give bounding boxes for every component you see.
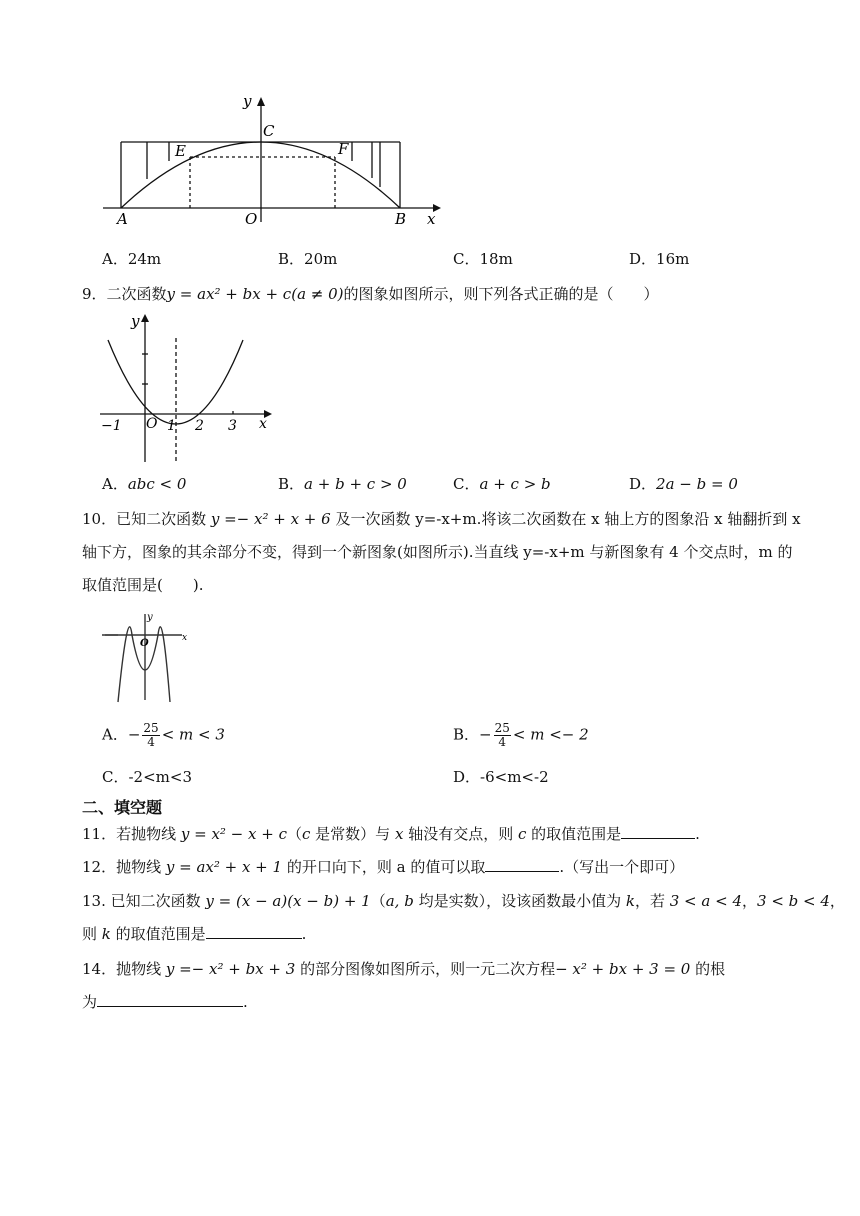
label-O: O	[140, 638, 149, 649]
q8-option-d: D．16m	[629, 250, 690, 268]
q10-folded-parabola-figure	[100, 610, 195, 705]
tick-minus-1: −1	[101, 418, 122, 434]
q10-option-c: C．-2<m<3	[102, 768, 192, 786]
answer-blank[interactable]	[485, 857, 559, 872]
q8-option-c: C．18m	[453, 250, 513, 268]
q9-option-c: C．a + c > b	[453, 475, 551, 493]
tick-2: 2	[195, 418, 204, 434]
label-O: O	[245, 210, 258, 228]
q8-option-a: A．24m	[102, 250, 162, 268]
label-x: x	[427, 210, 436, 228]
label-y: y	[131, 312, 140, 330]
q9-option-b: B．a + b + c > 0	[278, 475, 407, 493]
q13-line1: 13. 已知二次函数 y = (x − a)(x − b) + 1（a, b 均是实数），设该函数最小值为 k，若 3 < a < 4，3 < b < 4，	[82, 892, 845, 910]
label-E: E	[175, 142, 186, 160]
q9-option-a: A．abc < 0	[102, 475, 187, 493]
q9-parabola-figure	[98, 312, 278, 467]
label-C: C	[263, 122, 275, 140]
tick-3: 3	[228, 418, 237, 434]
q10-option-a: A．− $\frac{25}{4}$ < m < 3	[102, 721, 225, 749]
label-F: F	[338, 140, 349, 158]
q10-stem-line3: 取值范围是( ).	[82, 576, 204, 594]
q11: 11．若抛物线 y = x² − x + c（c 是常数）与 x 轴没有交点，则 c 的取值范围是 .	[82, 825, 700, 843]
section-heading: 二、填空题	[82, 798, 163, 817]
q14-line1: 14．抛物线 y =− x² + bx + 3 的部分图像如图所示，则一元二次方程− x² + bx + 3 = 0 的根	[82, 960, 726, 978]
q10-stem-line1: 10．已知二次函数 y =− x² + x + 6 及一次函数 y=-x+m.将该二次函数在 x 轴上方的图象沿 x 轴翻折到 x	[82, 510, 801, 528]
label-y: y	[243, 92, 252, 110]
label-x: x	[182, 633, 188, 643]
answer-blank[interactable]	[621, 824, 695, 839]
left-branch	[118, 627, 132, 702]
q13-line2: 则 k 的取值范围是 .	[82, 925, 307, 943]
answer-blank[interactable]	[206, 924, 302, 939]
right-branch	[158, 627, 170, 702]
label-O: O	[146, 416, 158, 432]
tick-1: 1	[167, 418, 176, 434]
q12: 12．抛物线 y = ax² + x + 1 的开口向下，则 a 的值可以取 .（写出一个即可）	[82, 858, 685, 876]
q10-option-d: D．-6<m<-2	[453, 768, 549, 786]
label-x: x	[259, 416, 267, 432]
y-axis-arrow	[257, 97, 265, 106]
label-y: y	[147, 612, 153, 623]
q9-option-d: D．2a − b = 0	[629, 475, 738, 493]
label-A: A	[117, 210, 128, 228]
bridge-arch-figure	[95, 92, 445, 232]
q10-stem-line2: 轴下方，图象的其余部分不变，得到一个新图象(如图所示).当直线 y=-x+m 与新图象有 4 个交点时，m 的	[82, 543, 793, 561]
q9-stem: 9．二次函数y = ax² + bx + c(a ≠ 0)的图象如图所示，则下列各式正确的是（ ）	[82, 285, 659, 303]
q14-line2: 为 .	[82, 993, 248, 1011]
label-B: B	[395, 210, 407, 228]
answer-blank[interactable]	[97, 992, 243, 1007]
q10-option-b: B．− $\frac{25}{4}$ < m <− 2	[453, 721, 589, 749]
q8-option-b: B．20m	[278, 250, 338, 268]
